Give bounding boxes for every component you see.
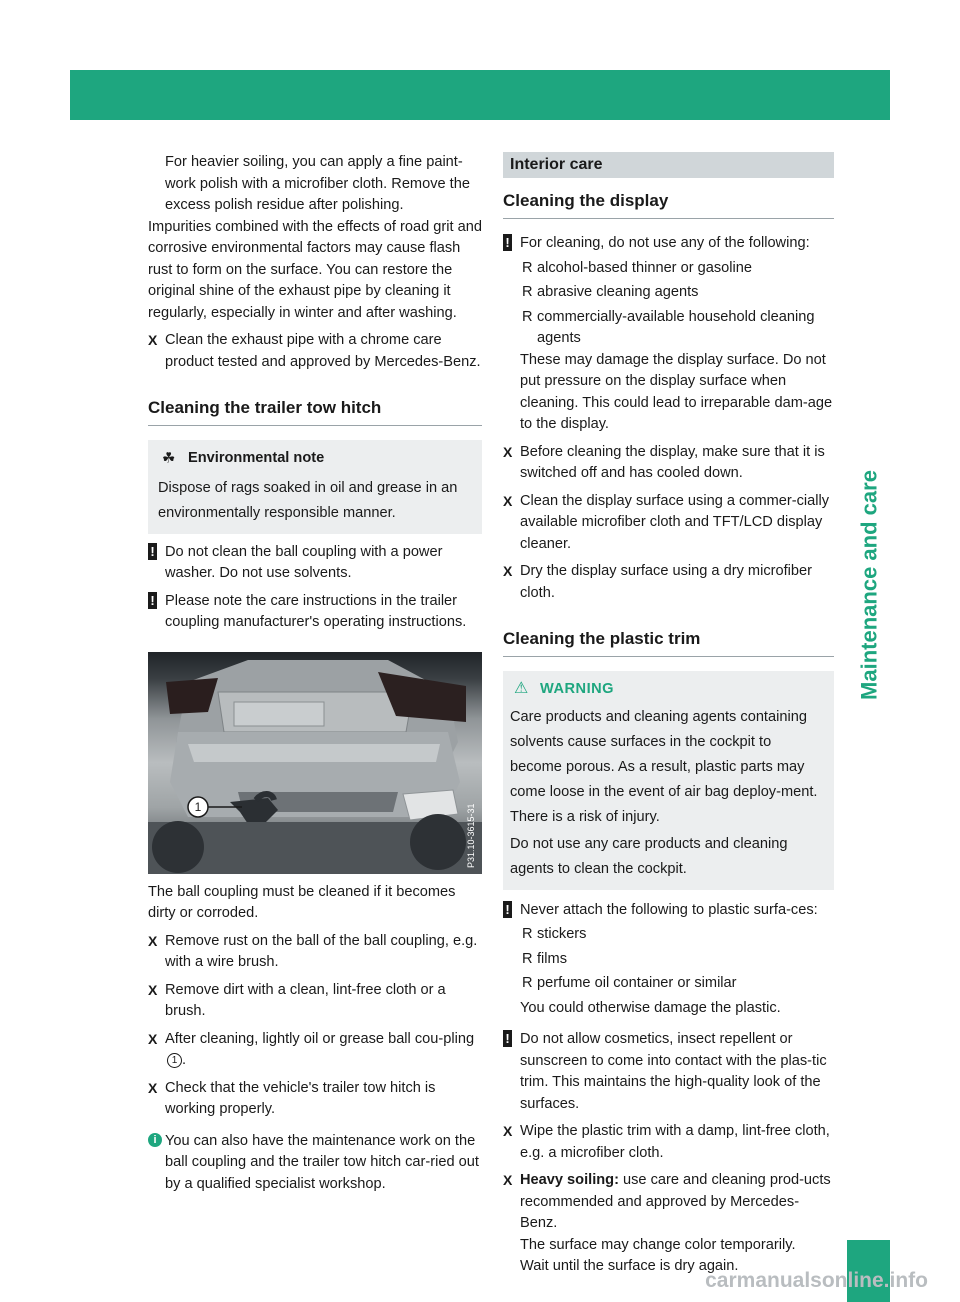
warning-title-row: [510, 679, 826, 701]
info-icon: i: [148, 1133, 162, 1147]
x-arrow-icon: X: [503, 443, 513, 460]
trailer-hitch-photo: [148, 652, 482, 874]
caution-text: You could otherwise damage the plastic.: [520, 999, 781, 1016]
caution-note: [148, 542, 482, 585]
caution-text: Please note the care instructions in the trailer coupling manufacturer's operating instructions.: [165, 592, 467, 630]
caution-text: Do not allow cosmetics, insect repellent or sunscreen to come into contact with the plas-tic trim. This maintains the high-quality look of the surfaces.: [520, 1031, 827, 1112]
bullet-r-icon: R: [522, 950, 533, 967]
warning-title: WARNING: [540, 681, 615, 697]
instruction-step: [503, 1170, 834, 1278]
leaf-bulb-icon: ☘: [162, 450, 176, 467]
step-text: Wipe the plastic trim with a damp, lint-free cloth, e.g. a microfiber cloth.: [520, 1123, 830, 1161]
list-item-text: perfume oil container or similar: [537, 975, 737, 991]
side-tab-label: Maintenance and care: [855, 470, 881, 700]
step-text: Check that the vehicle's trailer tow hitch is working properly.: [165, 1079, 436, 1117]
instruction-step: [503, 1121, 834, 1164]
x-arrow-icon: X: [503, 1123, 513, 1139]
list-item: [520, 924, 834, 946]
bullet-r-icon: R: [522, 259, 533, 276]
exclamation-icon: !: [503, 1030, 512, 1047]
side-tab: [847, 450, 890, 720]
paragraph: Impurities combined with the effects of road grit and corrosive environmental factors may cause flash rust to form on the surface. You can restore the original shine of the exhaust pipe by cleaning it regularly, especially in winter and after washing.: [148, 218, 482, 321]
x-arrow-icon: X: [503, 492, 513, 509]
warning-text: Care products and cleaning agents containing solvents cause surfaces in the cockpit to become porous. As a result, plastic parts may come loose in the event of air bag deploy-ment. There is a risk of injury.: [510, 708, 818, 825]
x-arrow-icon: X: [148, 332, 158, 348]
x-arrow-icon: X: [148, 932, 158, 949]
info-text: You can also have the maintenance work on the ball coupling and the trailer tow hitch car-ried out by a qualified specialist workshop.: [165, 1132, 479, 1192]
section-heading: Cleaning the trailer tow hitch: [148, 397, 482, 426]
list-item: [520, 949, 834, 971]
section-heading: Cleaning the display: [503, 190, 834, 219]
instruction-step: [503, 561, 834, 604]
info-note: [148, 1131, 482, 1196]
photo-callout-number: 1: [194, 799, 202, 814]
caution-note: [503, 1029, 834, 1115]
x-arrow-icon: X: [148, 981, 158, 998]
list-item-text: alcohol-based thinner or gasoline: [537, 259, 752, 276]
paragraph: The ball coupling must be cleaned if it becomes dirty or corroded.: [148, 883, 456, 921]
x-arrow-icon: X: [503, 563, 513, 579]
step-text: After cleaning, lightly oil or grease ball cou-pling: [165, 1030, 475, 1047]
caution-text: Never attach the following to plastic surfa-ces:: [520, 901, 818, 918]
note-body: Dispose of rags soaked in oil and grease in an environmentally responsible manner.: [158, 479, 458, 521]
step-text: Clean the exhaust pipe with a chrome care product tested and approved by Mercedes-Benz.: [165, 332, 481, 370]
x-arrow-icon: X: [148, 1030, 158, 1047]
paragraph: For heavier soiling, you can apply a fine paint-work polish with a microfiber cloth. Remove the excess polish residue after polishing.: [165, 154, 470, 213]
step-text: Wait until the surface is dry again.: [520, 1258, 739, 1274]
list-item: [520, 282, 834, 304]
caution-note: [503, 233, 834, 255]
left-column: [148, 152, 482, 1195]
bullet-r-icon: R: [522, 308, 533, 325]
exclamation-icon: !: [503, 234, 512, 251]
list-item-text: films: [537, 950, 567, 967]
watermark-text: carmanualsonline.info: [705, 1269, 928, 1292]
step-text: Clean the display surface using a commer-cially available microfiber cloth and TFT/LCD display cleaner.: [520, 492, 830, 552]
exclamation-icon: !: [148, 592, 157, 609]
warning-text: Do not use any care products and cleaning agents to clean the cockpit.: [510, 835, 788, 877]
warning-box: [503, 671, 834, 890]
instruction-step: [503, 491, 834, 556]
list-item-text: stickers: [537, 926, 587, 942]
section-heading: Cleaning the plastic trim: [503, 628, 834, 657]
environmental-note: [148, 440, 482, 534]
bullet-r-icon: R: [522, 975, 533, 991]
caution-note: [148, 591, 482, 634]
step-text: Remove rust on the ball of the ball coupling, e.g. with a wire brush.: [165, 932, 478, 970]
step-text: Remove dirt with a clean, lint-free cloth or a brush.: [165, 981, 446, 1019]
bullet-r-icon: R: [522, 926, 533, 942]
list-item: [520, 973, 834, 995]
step-emphasis: Heavy soiling:: [520, 1172, 619, 1188]
caution-text: Do not clean the ball coupling with a power washer. Do not use solvents.: [165, 543, 443, 581]
instruction-step: [148, 1029, 482, 1072]
x-arrow-icon: X: [503, 1172, 513, 1188]
bullet-list: [503, 924, 834, 1019]
watermark: [0, 1270, 960, 1295]
photo-code: P31.10-3615-31: [466, 802, 476, 868]
step-text: Dry the display surface using a dry microfiber cloth.: [520, 563, 812, 601]
bullet-list: [503, 258, 834, 436]
bullet-r-icon: R: [522, 284, 533, 300]
note-title: Environmental note: [188, 450, 325, 466]
step-text: Before cleaning the display, make sure that it is switched off and has cooled down.: [520, 443, 825, 481]
section-band: Interior care: [503, 152, 834, 178]
caution-note: [503, 900, 834, 922]
caution-text: These may damage the display surface. Do not put pressure on the display surface when cleaning. This could lead to irreparable dam-age to the display.: [520, 351, 833, 432]
instruction-step: [148, 1078, 482, 1121]
step-text: use care and cleaning prod-ucts recommended and approved by Mercedes-Benz.: [520, 1172, 831, 1231]
step-text-end: .: [182, 1052, 187, 1068]
car-rear-illustration: [148, 652, 482, 874]
instruction-step: [503, 442, 834, 485]
right-column: [503, 152, 834, 1278]
list-item-text: commercially-available household cleaning agents: [537, 308, 815, 346]
step-text: The surface may change color temporarily.: [520, 1236, 796, 1253]
warning-triangle-icon: ⚠: [514, 680, 529, 697]
note-title-row: [158, 448, 474, 470]
list-item: [520, 258, 834, 280]
x-arrow-icon: X: [148, 1079, 158, 1096]
exclamation-icon: !: [503, 901, 512, 918]
instruction-step: [148, 980, 482, 1023]
instruction-step: [148, 330, 482, 373]
page-number: 331: [822, 154, 890, 188]
exclamation-icon: !: [148, 543, 157, 560]
callout-number: 1: [167, 1053, 182, 1068]
list-item-text: abrasive cleaning agents: [537, 284, 699, 300]
instruction-step: [148, 931, 482, 974]
list-item: [520, 307, 834, 350]
caution-text: For cleaning, do not use any of the following:: [520, 235, 810, 251]
